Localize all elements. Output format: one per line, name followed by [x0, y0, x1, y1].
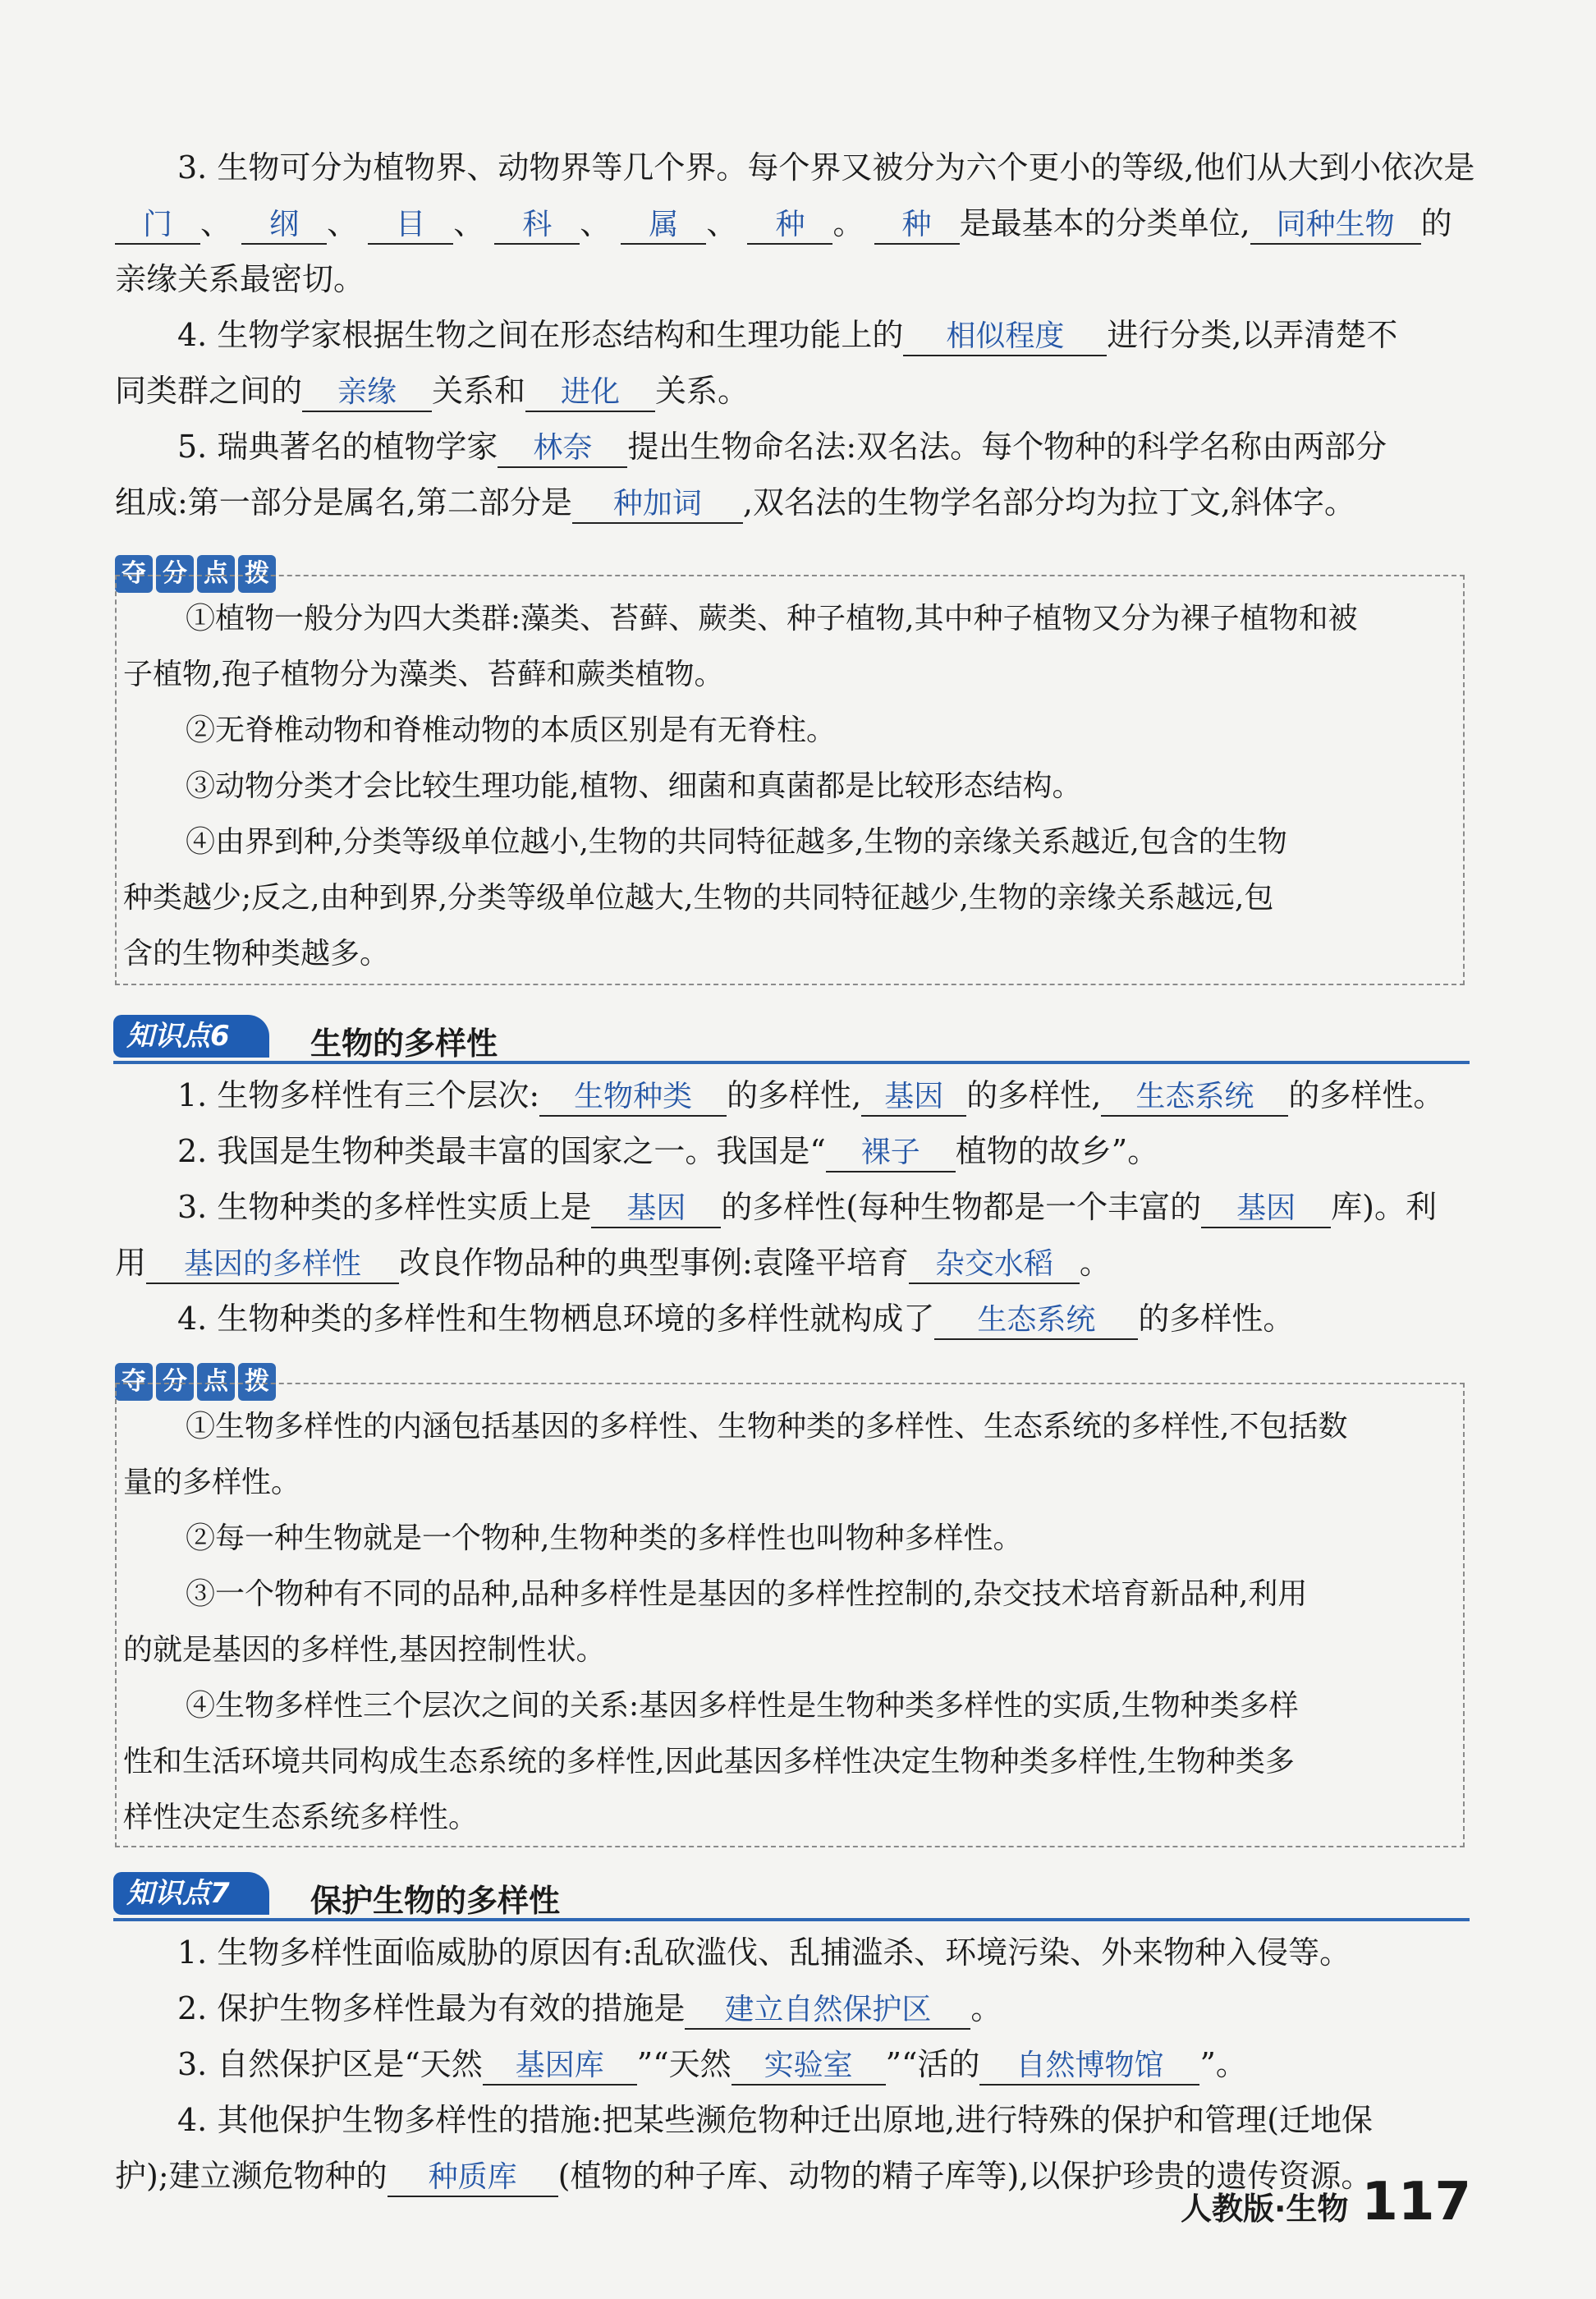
blank: 林奈: [498, 430, 627, 468]
sec6-item-1: [115, 1067, 1478, 1123]
sec6-item-3-line2: [115, 1235, 1478, 1291]
section-header-7: [113, 1869, 1470, 1921]
text: 的多样性。: [1288, 1077, 1445, 1113]
blank: 自然博物馆: [979, 2048, 1199, 2086]
blank: 基因: [861, 1079, 966, 1117]
blank: 进化: [525, 374, 655, 412]
text: 改良作物品种的典型事例:袁隆平培育: [399, 1245, 909, 1281]
blank: 纲: [241, 207, 327, 245]
text: 关系。: [655, 373, 750, 409]
text: 库)。利: [1331, 1189, 1437, 1225]
tip-badge-char: 拨: [238, 555, 276, 593]
sec7-item-2: [115, 1980, 1478, 2036]
text: 是最基本的分类单位,: [959, 205, 1250, 241]
text: (植物的种子库、动物的精子库等),以保护珍贵的遗传资源。: [557, 2158, 1373, 2194]
text: 。: [970, 1990, 1002, 2026]
text: 组成:第一部分是属名,第二部分是: [115, 484, 572, 521]
tip-badge-char: 夺: [115, 555, 153, 593]
text: 护);建立濒危物种的: [115, 2158, 388, 2194]
blank: 基因: [1201, 1191, 1331, 1228]
tip-line: 样性决定生态系统多样性。: [123, 1801, 479, 1834]
section-title: 保护生物的多样性: [310, 1883, 561, 1919]
text: ”“天然: [636, 2046, 732, 2082]
sec6-item-2: [115, 1123, 1478, 1179]
section-header-6: [113, 1012, 1470, 1064]
tip-line: 量的多样性。: [123, 1466, 301, 1499]
tip-line: ③一个物种有不同的品种,品种多样性是基因的多样性控制的,杂交技术培育新品种,利用: [186, 1577, 1308, 1611]
blank: 相似程度: [903, 319, 1107, 356]
tip-line: 含的生物种类越多。: [123, 937, 390, 971]
text: 的: [1420, 205, 1452, 241]
text: ”。: [1199, 2046, 1247, 2082]
text: 3. 生物种类的多样性实质上是: [177, 1189, 592, 1225]
text: 的多样性(每种生物都是一个丰富的: [721, 1189, 1202, 1225]
item-4-line1: [115, 307, 1478, 363]
text: 1. 生物多样性有三个层次:: [177, 1077, 540, 1113]
blank: 建立自然保护区: [685, 1992, 970, 2030]
blank: 种: [747, 207, 832, 245]
item-5-line1: [115, 419, 1478, 475]
item-4-line2: [115, 363, 1478, 419]
blank: 目: [368, 207, 453, 245]
text: 的多样性。: [1138, 1301, 1295, 1337]
text: 的多样性,: [966, 1077, 1102, 1113]
tip-line: ④生物多样性三个层次之间的关系:基因多样性是生物种类多样性的实质,生物种类多样: [186, 1689, 1299, 1723]
sec7-item-3: [115, 2036, 1478, 2092]
blank: 杂交水稻: [909, 1246, 1080, 1284]
text: 4. 生物学家根据生物之间在形态结构和生理功能上的: [177, 317, 904, 353]
sec6-item-4: [115, 1291, 1478, 1347]
item-3-line2: 门 、 纲 、 目 、 科 、 属 、 种 。 种 是最基本的分类单位, 同种生物 的: [115, 195, 1478, 251]
tip-badge-char: 夺: [115, 1363, 153, 1401]
blank: 种: [874, 207, 960, 245]
text: 植物的故乡”。: [955, 1133, 1159, 1169]
tip-line: 种类越少;反之,由种到界,分类等级单位越大,生物的共同特征越少,生物的亲缘关系越远,包: [123, 881, 1274, 915]
item-3-line1: 3. 生物可分为植物界、动物界等几个界。每个界又被分为六个更小的等级,他们从大到小依次是: [177, 149, 1475, 186]
item-4: [115, 307, 1478, 419]
tip-badge-char: 拨: [238, 1363, 276, 1401]
text: ,双名法的生物学名部分均为拉丁文,斜体字。: [742, 484, 1356, 521]
blank: 同种生物: [1250, 207, 1421, 245]
page-footer: [1180, 2172, 1471, 2232]
text: 提出生物命名法:双名法。每个物种的科学名称由两部分: [627, 429, 1387, 465]
sec7-item-1: 1. 生物多样性面临威胁的原因有:乱砍滥伐、乱捕滥杀、环境污染、外来物种入侵等。: [177, 1934, 1351, 1971]
text: 4. 生物种类的多样性和生物栖息环境的多样性就构成了: [177, 1301, 935, 1337]
page-number: 117: [1361, 2172, 1471, 2232]
sec7-items: [115, 1925, 1478, 2204]
blank: 生态系统: [934, 1302, 1138, 1340]
tip-badge-char: 点: [197, 555, 235, 593]
section-title: 生物的多样性: [310, 1026, 498, 1062]
blank: 种质库: [388, 2159, 558, 2197]
blank: 基因库: [483, 2048, 637, 2086]
section-tag: 知识点7: [113, 1872, 269, 1915]
tip-badge-char: 点: [197, 1363, 235, 1401]
text: 。: [1079, 1245, 1111, 1281]
blank: 实验室: [732, 2048, 886, 2086]
tip-line: 性和生活环境共同构成生态系统的多样性,因此基因多样性决定生物种类多样性,生物种类多: [123, 1745, 1295, 1778]
blank: 门: [115, 207, 200, 245]
blank: 基因: [591, 1191, 721, 1228]
tip-line: 的就是基因的多样性,基因控制性状。: [123, 1633, 606, 1667]
tip-line: 子植物,孢子植物分为藻类、苔藓和蕨类植物。: [123, 658, 724, 691]
item-5: [115, 419, 1478, 530]
item-5-line2: [115, 475, 1478, 530]
tip-line: ①生物多样性的内涵包括基因的多样性、生物种类的多样性、生态系统的多样性,不包括数: [186, 1410, 1348, 1443]
blank: 裸子: [826, 1135, 956, 1172]
blank: 属: [621, 207, 706, 245]
blank: 基因的多样性: [146, 1246, 399, 1284]
text: 2. 保护生物多样性最为有效的措施是: [177, 1990, 686, 2026]
text: 2. 我国是生物种类最丰富的国家之一。我国是“: [177, 1133, 826, 1169]
text: 同类群之间的: [115, 373, 303, 409]
sec6-item-3: [115, 1179, 1478, 1235]
blank: 科: [494, 207, 580, 245]
text: 关系和: [432, 373, 526, 409]
sec6-items: [115, 1067, 1478, 1347]
text: 的多样性,: [727, 1077, 862, 1113]
section-tag: 知识点6: [113, 1015, 269, 1058]
blank: 生态系统: [1101, 1079, 1288, 1117]
tip-line: ②每一种生物就是一个物种,生物种类的多样性也叫物种多样性。: [186, 1521, 1023, 1555]
blank: 生物种类: [539, 1079, 727, 1117]
tip-box-2: [115, 1383, 1465, 1847]
item-3-line3: 亲缘关系最密切。: [115, 261, 365, 297]
tip-badge-char: 分: [156, 1363, 194, 1401]
item-3: [115, 140, 1478, 307]
footer-brand: 人教版·生物: [1180, 2191, 1349, 2227]
text: ”“活的: [885, 2046, 980, 2082]
blank: 亲缘: [302, 374, 432, 412]
tip-line: ②无脊椎动物和脊椎动物的本质区别是有无脊柱。: [186, 714, 837, 747]
text: 3. 自然保护区是“天然: [177, 2046, 483, 2082]
sec7-item-4: 4. 其他保护生物多样性的措施:把某些濒危物种迁出原地,进行特殊的保护和管理(迁地保: [177, 2102, 1374, 2138]
text: 用: [115, 1245, 147, 1281]
tip-box-1: [115, 575, 1465, 985]
text: 5. 瑞典著名的植物学家: [177, 429, 498, 465]
tip-line: ③动物分类才会比较生理功能,植物、细菌和真菌都是比较形态结构。: [186, 769, 1082, 803]
tip-line: ④由界到种,分类等级单位越小,生物的共同特征越多,生物的亲缘关系越近,包含的生物: [186, 825, 1287, 859]
text: 进行分类,以弄清楚不: [1107, 317, 1398, 353]
tip-line: ①植物一般分为四大类群:藻类、苔藓、蕨类、种子植物,其中种子植物又分为裸子植物和被: [186, 602, 1358, 636]
tip-badge-char: 分: [156, 555, 194, 593]
blank: 种加词: [572, 486, 743, 524]
